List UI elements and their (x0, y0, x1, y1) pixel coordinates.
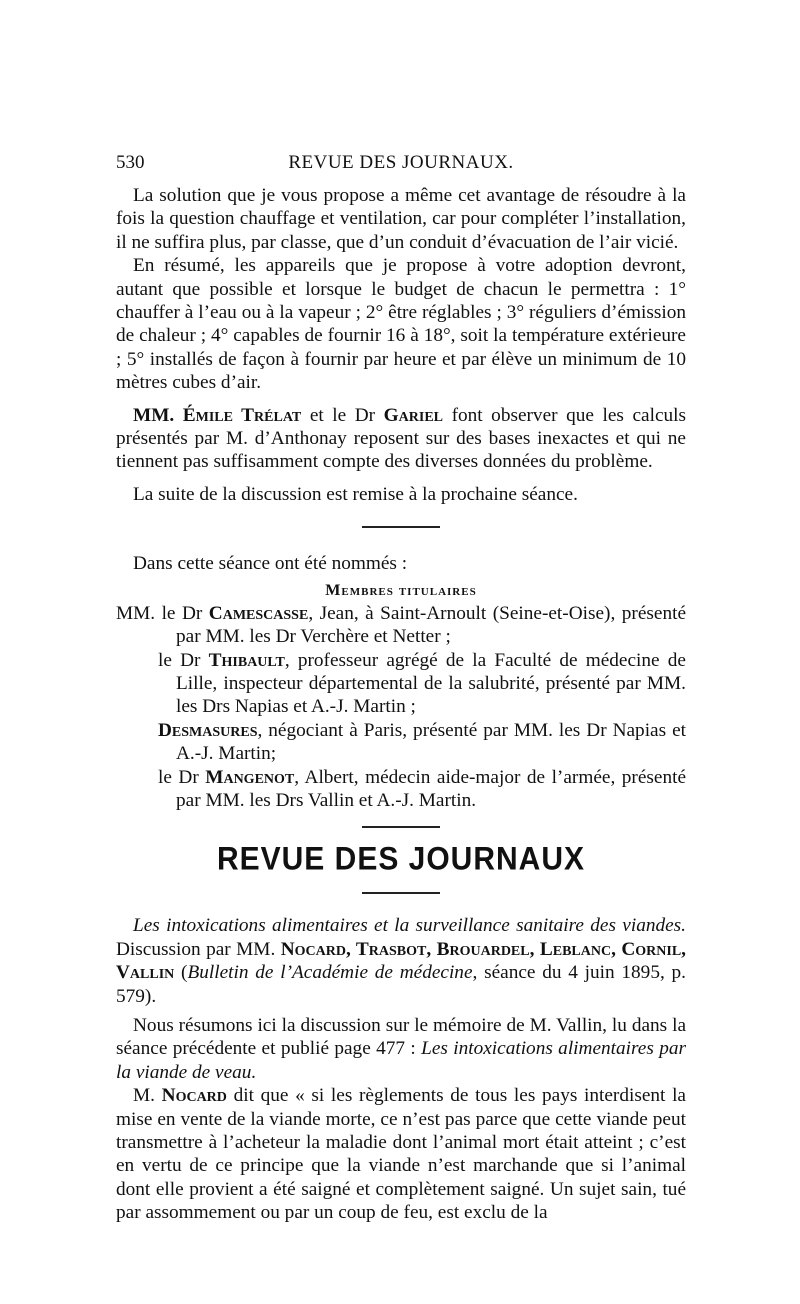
member-prefix: le Dr (158, 766, 199, 788)
paragraph-solution: La solution que je vous propose a même cet avantage de résoudre à la fois la question chauffage et ventilation, car pour compléter l’installation, il ne suffira plus, par classe, que d’un conduit d’évacuation de l’air vicié. (116, 185, 686, 253)
paragraph-objection (116, 404, 686, 474)
member-text: , professeur agrégé de la Faculté de médecine de Lille, inspecteur départemental de la salubrité, présenté par MM. les Drs Napias et A.-J. Martin ; (176, 649, 686, 718)
source-open: ( (181, 962, 188, 984)
member-name: Mangenot (205, 766, 295, 788)
discussants: Nocard, Trasbot, Brouardel, Leblanc, Cornil, Vallin (116, 938, 686, 984)
member-entry (116, 766, 686, 813)
source-details: , séance du 4 juin 1895, p. 579). (116, 962, 686, 1007)
nocard-text: dit que « si les règlements de tous les pays interdisent la mise en vente de la viande morte, ce n’est pas parce que cette viande peut transmettre à l’acheteur la maladie dont l’animal mort était atteint ; c’est en vertu de ce principe que la viande n’est marchande que si l’animal dont elle provient a été saigné et complètement saigné. Un sujet sain, tué par assommement ou par un coup de feu, est exclu de la (116, 1085, 686, 1224)
m-label: M. (133, 1085, 155, 1107)
member-prefix: le Dr (158, 649, 201, 671)
journal-name: Bulletin de l’Académie de médecine (187, 962, 473, 984)
page-body (116, 184, 686, 1225)
person-name: Nocard (161, 1085, 227, 1107)
person-name: Gariel (383, 404, 443, 426)
member-entry (116, 602, 686, 649)
page-header (116, 152, 686, 178)
article-reference (116, 914, 686, 1008)
member-name: Camescasse (208, 602, 309, 624)
summary-text: Nous résumons ici la discussion sur le mémoire de M. Vallin, lu dans la séance précédente et publié page 477 : (116, 1014, 686, 1060)
objection-text: font observer que les calculs présentés par M. d’Anthonay reposent sur des bases inexactes et qui ne tiennent pas suffisamment compte des diverses données du problème. (116, 404, 687, 473)
member-name: Thibault (208, 649, 285, 671)
mm-label: MM. (133, 404, 175, 426)
discussion-by: Discussion par MM. (116, 938, 276, 960)
nominations-intro: Dans cette séance ont été nommés : (133, 553, 408, 575)
running-head: REVUE DES JOURNAUX. (288, 152, 514, 173)
member-entry (116, 719, 686, 766)
section-title: REVUE DES JOURNAUX (216, 841, 586, 878)
members-heading: Membres titulaires (325, 581, 477, 599)
paragraph-adjourned: La suite de la discussion est remise à la prochaine séance. (133, 483, 578, 505)
connector-text: et le Dr (309, 404, 376, 426)
member-prefix: MM. le Dr (116, 602, 203, 624)
memoir-title: Les intoxications alimentaires par la viande de veau. (116, 1038, 686, 1083)
member-text: , Jean, à Saint-Arnoult (Seine-et-Oise), présenté par MM. les Dr Verchère et Netter ; (176, 602, 686, 648)
paragraph-nocard (116, 1084, 686, 1224)
member-text: , négociant à Paris, présenté par MM. les Dr Napias et A.-J. Martin; (176, 719, 686, 765)
member-text: , Albert, médecin aide-major de l’armée, présenté par MM. les Drs Vallin et A.-J. Martin. (176, 766, 686, 811)
person-name: Émile Trélat (182, 404, 302, 426)
article-title: Les intoxications alimentaires et la surveillance sanitaire des viandes. (133, 915, 686, 937)
member-entry (116, 649, 686, 719)
paragraph-summary-intro (116, 1014, 686, 1084)
member-name: Desmasures (158, 719, 258, 741)
page-number: 530 (116, 152, 145, 173)
paragraph-summary: En résumé, les appareils que je propose à votre adoption devront, autant que possible et lorsque le budget de chacun le permettra : 1° chauffer à l’eau ou à la vapeur ; 2° être réglables ; 3° réguliers d’émission de chaleur ; 4° capables de fournir 16 à 18°, soit la température extérieure ; 5° installés de façon à fournir par heure et par élève un minimum de 10 mètres cubes d’air. (116, 255, 686, 394)
